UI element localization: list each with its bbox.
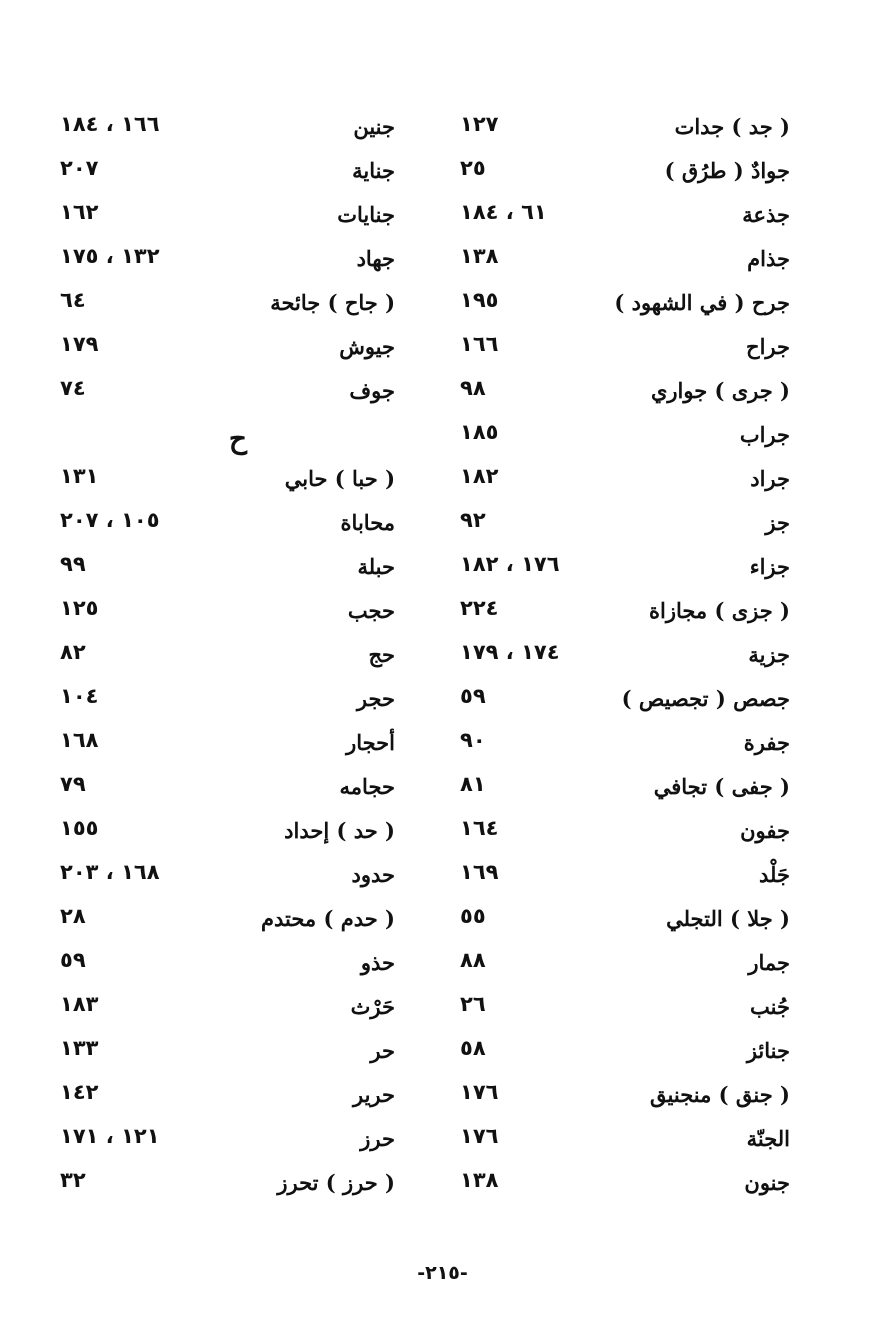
entry-term: جيوش <box>339 334 395 359</box>
entry-page-refs: ٥٨ <box>460 1036 486 1060</box>
entry-page-refs: ١٦٦ <box>460 332 499 356</box>
entry-term: ( جزى ) مجازاة <box>649 598 790 623</box>
entry-page-refs: ٢٢٤ <box>460 596 499 620</box>
entry-term: ( جد ) جدات <box>674 114 790 139</box>
entry-page-refs: ٦١ ، ١٨٤ <box>460 200 547 224</box>
index-entry <box>460 548 790 592</box>
entry-term: ( حدم ) محتدم <box>261 906 395 931</box>
index-entry <box>460 856 790 900</box>
entry-page-refs: ١٧٤ ، ١٧٩ <box>460 640 560 664</box>
index-entry <box>460 812 790 856</box>
index-column-left <box>50 108 395 1208</box>
index-entry <box>50 768 395 812</box>
index-entry <box>460 1120 790 1164</box>
index-entry <box>50 284 395 328</box>
entry-page-refs: ١٢١ ، ١٧١ <box>60 1124 160 1148</box>
index-entry <box>50 152 395 196</box>
index-entry <box>460 504 790 548</box>
entry-page-refs: ١٣٨ <box>460 1168 499 1192</box>
entry-term: جزاء <box>749 554 790 579</box>
entry-term: الجنّة <box>746 1126 790 1151</box>
entry-page-refs: ١٨٣ <box>60 992 99 1016</box>
entry-term: ( جفى ) تجافي <box>653 774 790 799</box>
entry-page-refs: ١٣٣ <box>60 1036 99 1060</box>
entry-page-refs: ١٥٥ <box>60 816 99 840</box>
entry-page-refs: ١٦٢ <box>60 200 99 224</box>
entry-term: جذام <box>747 246 790 271</box>
index-entry <box>460 768 790 812</box>
entry-term: جنائز <box>746 1038 790 1063</box>
index-entry <box>50 372 395 416</box>
entry-term: جمار <box>748 950 790 975</box>
index-entry <box>50 328 395 372</box>
entry-page-refs: ١٩٥ <box>460 288 499 312</box>
entry-term: ( جاح ) جائحة <box>270 290 395 315</box>
entry-page-refs: ١٦٩ <box>460 860 499 884</box>
entry-page-refs: ١٧٩ <box>60 332 99 356</box>
entry-page-refs: ١٦٨ <box>60 728 99 752</box>
entry-page-refs: ٩٠ <box>460 728 486 752</box>
index-entry <box>460 944 790 988</box>
entry-term: محاباة <box>340 510 395 535</box>
entry-term: حَرْث <box>350 994 395 1019</box>
index-entry <box>460 988 790 1032</box>
index-entry <box>460 284 790 328</box>
entry-page-refs: ٥٩ <box>60 948 86 972</box>
section-letter: ح <box>228 422 247 455</box>
entry-term: جنايات <box>337 202 395 227</box>
entry-term: جزية <box>748 642 790 667</box>
entry-page-refs: ٨١ <box>460 772 486 796</box>
entry-term: أحجار <box>346 730 395 755</box>
entry-term: حر <box>370 1038 395 1063</box>
entry-term: ( جنق ) منجنيق <box>650 1082 790 1107</box>
index-entry <box>50 724 395 768</box>
entry-page-refs: ١٣١ <box>60 464 99 488</box>
index-entry <box>460 636 790 680</box>
entry-term: حرير <box>353 1082 395 1107</box>
index-entry <box>50 988 395 1032</box>
entry-term: حج <box>368 642 395 667</box>
index-entry <box>460 196 790 240</box>
index-entry <box>50 812 395 856</box>
index-entry <box>460 460 790 504</box>
entry-page-refs: ٩٢ <box>460 508 486 532</box>
entry-page-refs: ٢٦ <box>460 992 486 1016</box>
entry-page-refs: ٢٥ <box>460 156 486 180</box>
index-entry <box>50 1076 395 1120</box>
index-column-right <box>460 108 790 1208</box>
entry-page-refs: ٨٢ <box>60 640 86 664</box>
entry-term: جنون <box>744 1170 790 1195</box>
entry-page-refs: ١٨٥ <box>460 420 499 444</box>
entry-term: ( حبا ) حابي <box>284 466 395 491</box>
entry-term: جز <box>765 510 790 535</box>
index-entry <box>50 856 395 900</box>
entry-term: حدود <box>351 862 395 887</box>
index-entry <box>50 636 395 680</box>
entry-page-refs: ٧٤ <box>60 376 86 400</box>
index-entry <box>460 240 790 284</box>
entry-term: جفرة <box>743 730 790 755</box>
entry-term: ( جلا ) التجلي <box>666 906 790 931</box>
index-entry <box>50 1164 395 1208</box>
index-entry <box>50 196 395 240</box>
entry-page-refs: ١٣٨ <box>460 244 499 268</box>
index-entry <box>50 240 395 284</box>
entry-page-refs: ١٧٦ <box>460 1080 499 1104</box>
entry-page-refs: ١٦٤ <box>460 816 499 840</box>
index-entry <box>460 108 790 152</box>
entry-page-refs: ٧٩ <box>60 772 86 796</box>
entry-page-refs: ١٢٥ <box>60 596 99 620</box>
entry-term: جُنب <box>750 994 790 1019</box>
index-entry <box>50 592 395 636</box>
index-entry <box>50 900 395 944</box>
entry-term: جفون <box>740 818 790 843</box>
index-entry <box>50 504 395 548</box>
entry-page-refs: ٣٢ <box>60 1168 86 1192</box>
entry-term: جناية <box>352 158 395 183</box>
entry-page-refs: ٥٥ <box>460 904 486 928</box>
index-entry <box>50 108 395 152</box>
entry-term: حذو <box>360 950 395 975</box>
entry-page-refs: ١٤٢ <box>60 1080 99 1104</box>
entry-page-refs: ٨٨ <box>460 948 486 972</box>
entry-term: جَلْد <box>759 862 790 887</box>
index-entry <box>460 1032 790 1076</box>
entry-page-refs: ١٠٤ <box>60 684 99 708</box>
section-heading <box>50 416 395 460</box>
entry-term: جراب <box>739 422 790 447</box>
index-entry <box>50 1032 395 1076</box>
index-entry <box>50 1120 395 1164</box>
index-entry <box>50 548 395 592</box>
entry-term: جهاد <box>356 246 395 271</box>
entry-term: ( حد ) إحداد <box>284 818 395 843</box>
index-entry <box>460 372 790 416</box>
entry-term: حبلة <box>357 554 395 579</box>
page-number: -٢١٥- <box>417 1262 468 1284</box>
index-entry <box>460 900 790 944</box>
index-entry <box>460 1076 790 1120</box>
entry-term: جوف <box>349 378 395 403</box>
entry-page-refs: ٢٠٧ <box>60 156 99 180</box>
entry-page-refs: ٦٤ <box>60 288 86 312</box>
entry-term: جرح ( في الشهود ) <box>614 290 790 315</box>
entry-term: جنين <box>353 114 395 139</box>
index-entry <box>460 152 790 196</box>
index-entry <box>460 592 790 636</box>
entry-page-refs: ١٣٢ ، ١٧٥ <box>60 244 160 268</box>
entry-page-refs: ١٨٢ <box>460 464 499 488</box>
entry-page-refs: ١٢٧ <box>460 112 499 136</box>
index-entry <box>460 680 790 724</box>
entry-term: جراد <box>750 466 790 491</box>
entry-term: ( حرز ) تحرز <box>277 1170 395 1195</box>
entry-term: جوادٌ ( طرُق ) <box>664 158 790 183</box>
entry-term: حرز <box>360 1126 395 1151</box>
index-entry <box>460 724 790 768</box>
index-entry <box>460 416 790 460</box>
entry-term: حجب <box>347 598 395 623</box>
index-entry <box>50 460 395 504</box>
index-entry <box>50 944 395 988</box>
entry-page-refs: ١٦٨ ، ٢٠٣ <box>60 860 160 884</box>
entry-page-refs: ١٦٦ ، ١٨٤ <box>60 112 160 136</box>
entry-term: جذعة <box>742 202 790 227</box>
entry-page-refs: ١٠٥ ، ٢٠٧ <box>60 508 160 532</box>
entry-term: جراح <box>746 334 790 359</box>
entry-page-refs: ٩٩ <box>60 552 86 576</box>
entry-page-refs: ١٧٦ ، ١٨٢ <box>460 552 560 576</box>
entry-page-refs: ٩٨ <box>460 376 486 400</box>
entry-page-refs: ٥٩ <box>460 684 486 708</box>
entry-term: حجر <box>356 686 395 711</box>
entry-term: جصص ( تجصيص ) <box>621 686 790 711</box>
entry-page-refs: ١٧٦ <box>460 1124 499 1148</box>
entry-term: حجامه <box>339 774 395 799</box>
index-entry <box>50 680 395 724</box>
index-entry <box>460 328 790 372</box>
entry-term: ( جرى ) جواري <box>650 378 790 403</box>
index-entry <box>460 1164 790 1208</box>
entry-page-refs: ٢٨ <box>60 904 86 928</box>
